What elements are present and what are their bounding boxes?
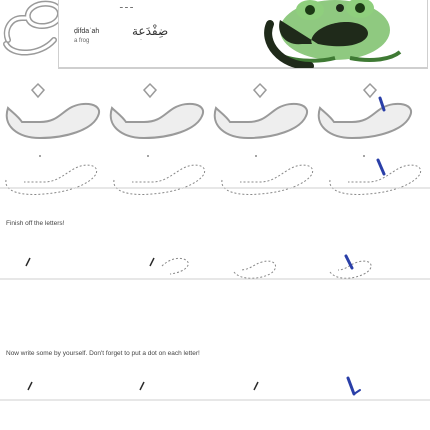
letter-row-write	[0, 368, 430, 408]
letter-row-finish	[0, 246, 430, 286]
instruction-finish-letters: Finish off the letters!	[6, 220, 65, 227]
letter-row-dotted	[0, 152, 430, 197]
meaning-text: a frog	[74, 38, 90, 44]
word-card-top-arabic: ـ ـ ـ	[120, 0, 133, 10]
outlined-letter-4	[319, 84, 411, 138]
frog-illustration-icon	[240, 0, 430, 68]
header-divider	[58, 68, 428, 69]
instruction-write-yourself: Now write some by yourself. Don't forget to put a dot on each letter!	[6, 350, 200, 357]
arabic-word-sub: -	[140, 37, 142, 43]
outlined-letter-1	[7, 84, 99, 138]
outlined-letter-3	[215, 84, 307, 138]
transliteration-text: ḍifdaʿah	[74, 28, 100, 35]
outlined-letter-2	[111, 84, 203, 138]
letter-row-outlined	[0, 82, 430, 142]
arabic-word-text: ضِفْدَعة	[132, 24, 169, 38]
